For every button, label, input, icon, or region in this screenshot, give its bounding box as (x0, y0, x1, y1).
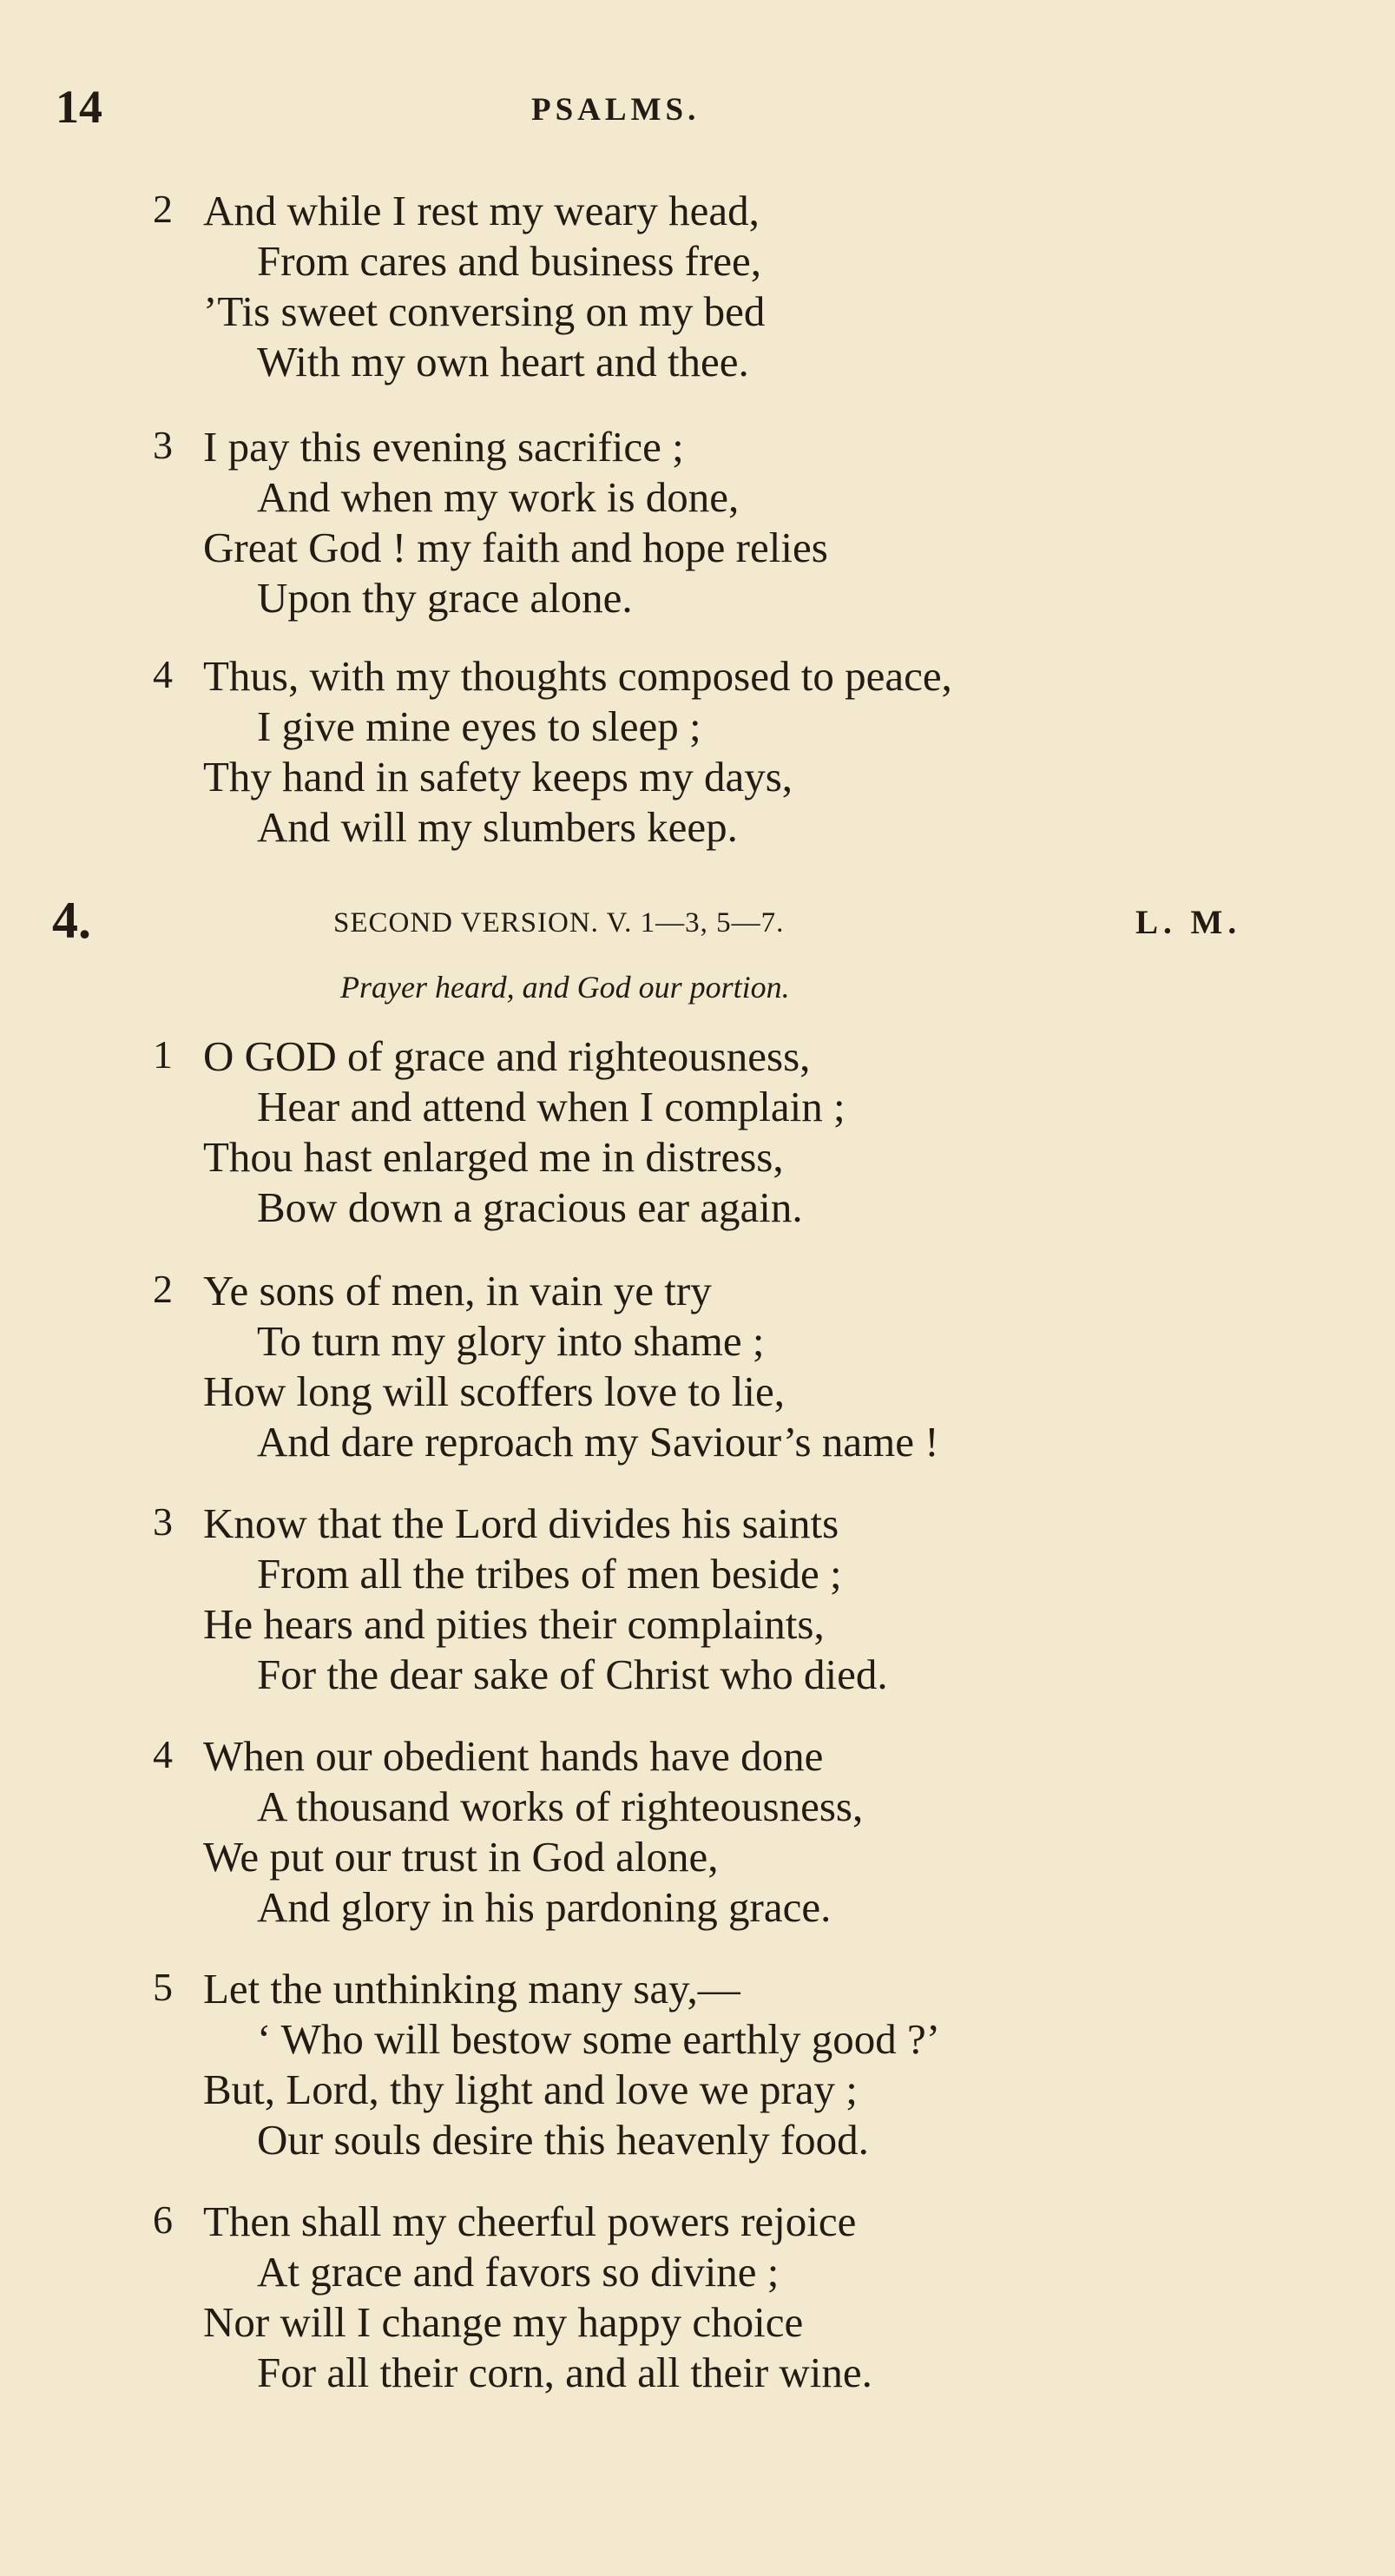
verse-line: Let the unthinking many say,— (203, 1965, 740, 2013)
verse-line: We put our trust in God alone, (203, 1833, 719, 1881)
verse-line: For the dear sake of Christ who died. (257, 1650, 888, 1698)
verse-line: Nor will I change my happy choice (203, 2298, 804, 2346)
stanza-number: 1 (153, 1032, 173, 1077)
verse-line: To turn my glory into shame ; (257, 1317, 765, 1365)
stanza-number: 4 (153, 1732, 173, 1776)
verse-line: Bow down a gracious ear again. (257, 1183, 803, 1231)
verse-line: From cares and business free, (257, 237, 762, 285)
hymn-number: 4. (52, 892, 91, 949)
verse-line: When our obedient hands have done (203, 1732, 824, 1780)
verse-line: Know that the Lord divides his saints (203, 1499, 839, 1547)
verse-line: With my own heart and thee. (257, 338, 749, 385)
verse-line: And glory in his pardoning grace. (257, 1883, 832, 1931)
verse-line: ‘ Who will bestow some earthly good ?’ (257, 2015, 941, 2063)
verse-line: O GOD of grace and righteousness, (203, 1032, 811, 1080)
verse-line: Our souls desire this heavenly food. (257, 2116, 869, 2164)
stanza-number: 4 (153, 652, 173, 696)
verse-line: Thus, with my thoughts composed to peace, (203, 652, 952, 700)
verse-line: At grace and favors so divine ; (257, 2248, 780, 2296)
version-title: SECOND VERSION. V. 1—3, 5—7. (333, 907, 785, 939)
verse-line: I pay this evening sacrifice ; (203, 423, 684, 471)
verse-line: How long will scoffers love to lie, (203, 1367, 786, 1415)
verse-line: A thousand works of righteousness, (257, 1782, 864, 1830)
verse-line: From all the tribes of men beside ; (257, 1550, 842, 1598)
verse-line: Thou hast enlarged me in distress, (203, 1133, 784, 1181)
verse-line: Upon thy grace alone. (257, 574, 633, 622)
stanza-number: 3 (153, 1499, 173, 1544)
stanza-number: 6 (153, 2197, 173, 2242)
verse-line: He hears and pities their complaints, (203, 1600, 825, 1648)
page-number: 14 (56, 81, 102, 133)
verse-line: But, Lord, thy light and love we pray ; (203, 2065, 858, 2113)
hymn-subtitle: Prayer heard, and God our portion. (340, 970, 790, 1005)
verse-line: And dare reproach my Saviour’s name ! (257, 1418, 939, 1466)
stanza-number: 2 (153, 1267, 173, 1311)
verse-line: Hear and attend when I complain ; (257, 1083, 846, 1130)
verse-line: For all their corn, and all their wine. (257, 2349, 872, 2396)
verse-line: And will my slumbers keep. (257, 803, 738, 851)
verse-line: ’Tis sweet conversing on my bed (203, 287, 766, 335)
stanza-number: 2 (153, 187, 173, 231)
verse-line: I give mine eyes to sleep ; (257, 702, 701, 750)
verse-line: And when my work is done, (257, 473, 740, 521)
meter-label: L. M. (1135, 904, 1242, 941)
running-head: PSALMS. (531, 92, 701, 128)
stanza-number: 5 (153, 1965, 173, 2009)
verse-line: Thy hand in safety keeps my days, (203, 753, 793, 800)
verse-line: Ye sons of men, in vain ye try (203, 1267, 712, 1314)
verse-line: Great God ! my faith and hope relies (203, 524, 828, 571)
verse-line: Then shall my cheerful powers rejoice (203, 2197, 857, 2245)
verse-line: And while I rest my weary head, (203, 187, 760, 234)
stanza-number: 3 (153, 423, 173, 467)
